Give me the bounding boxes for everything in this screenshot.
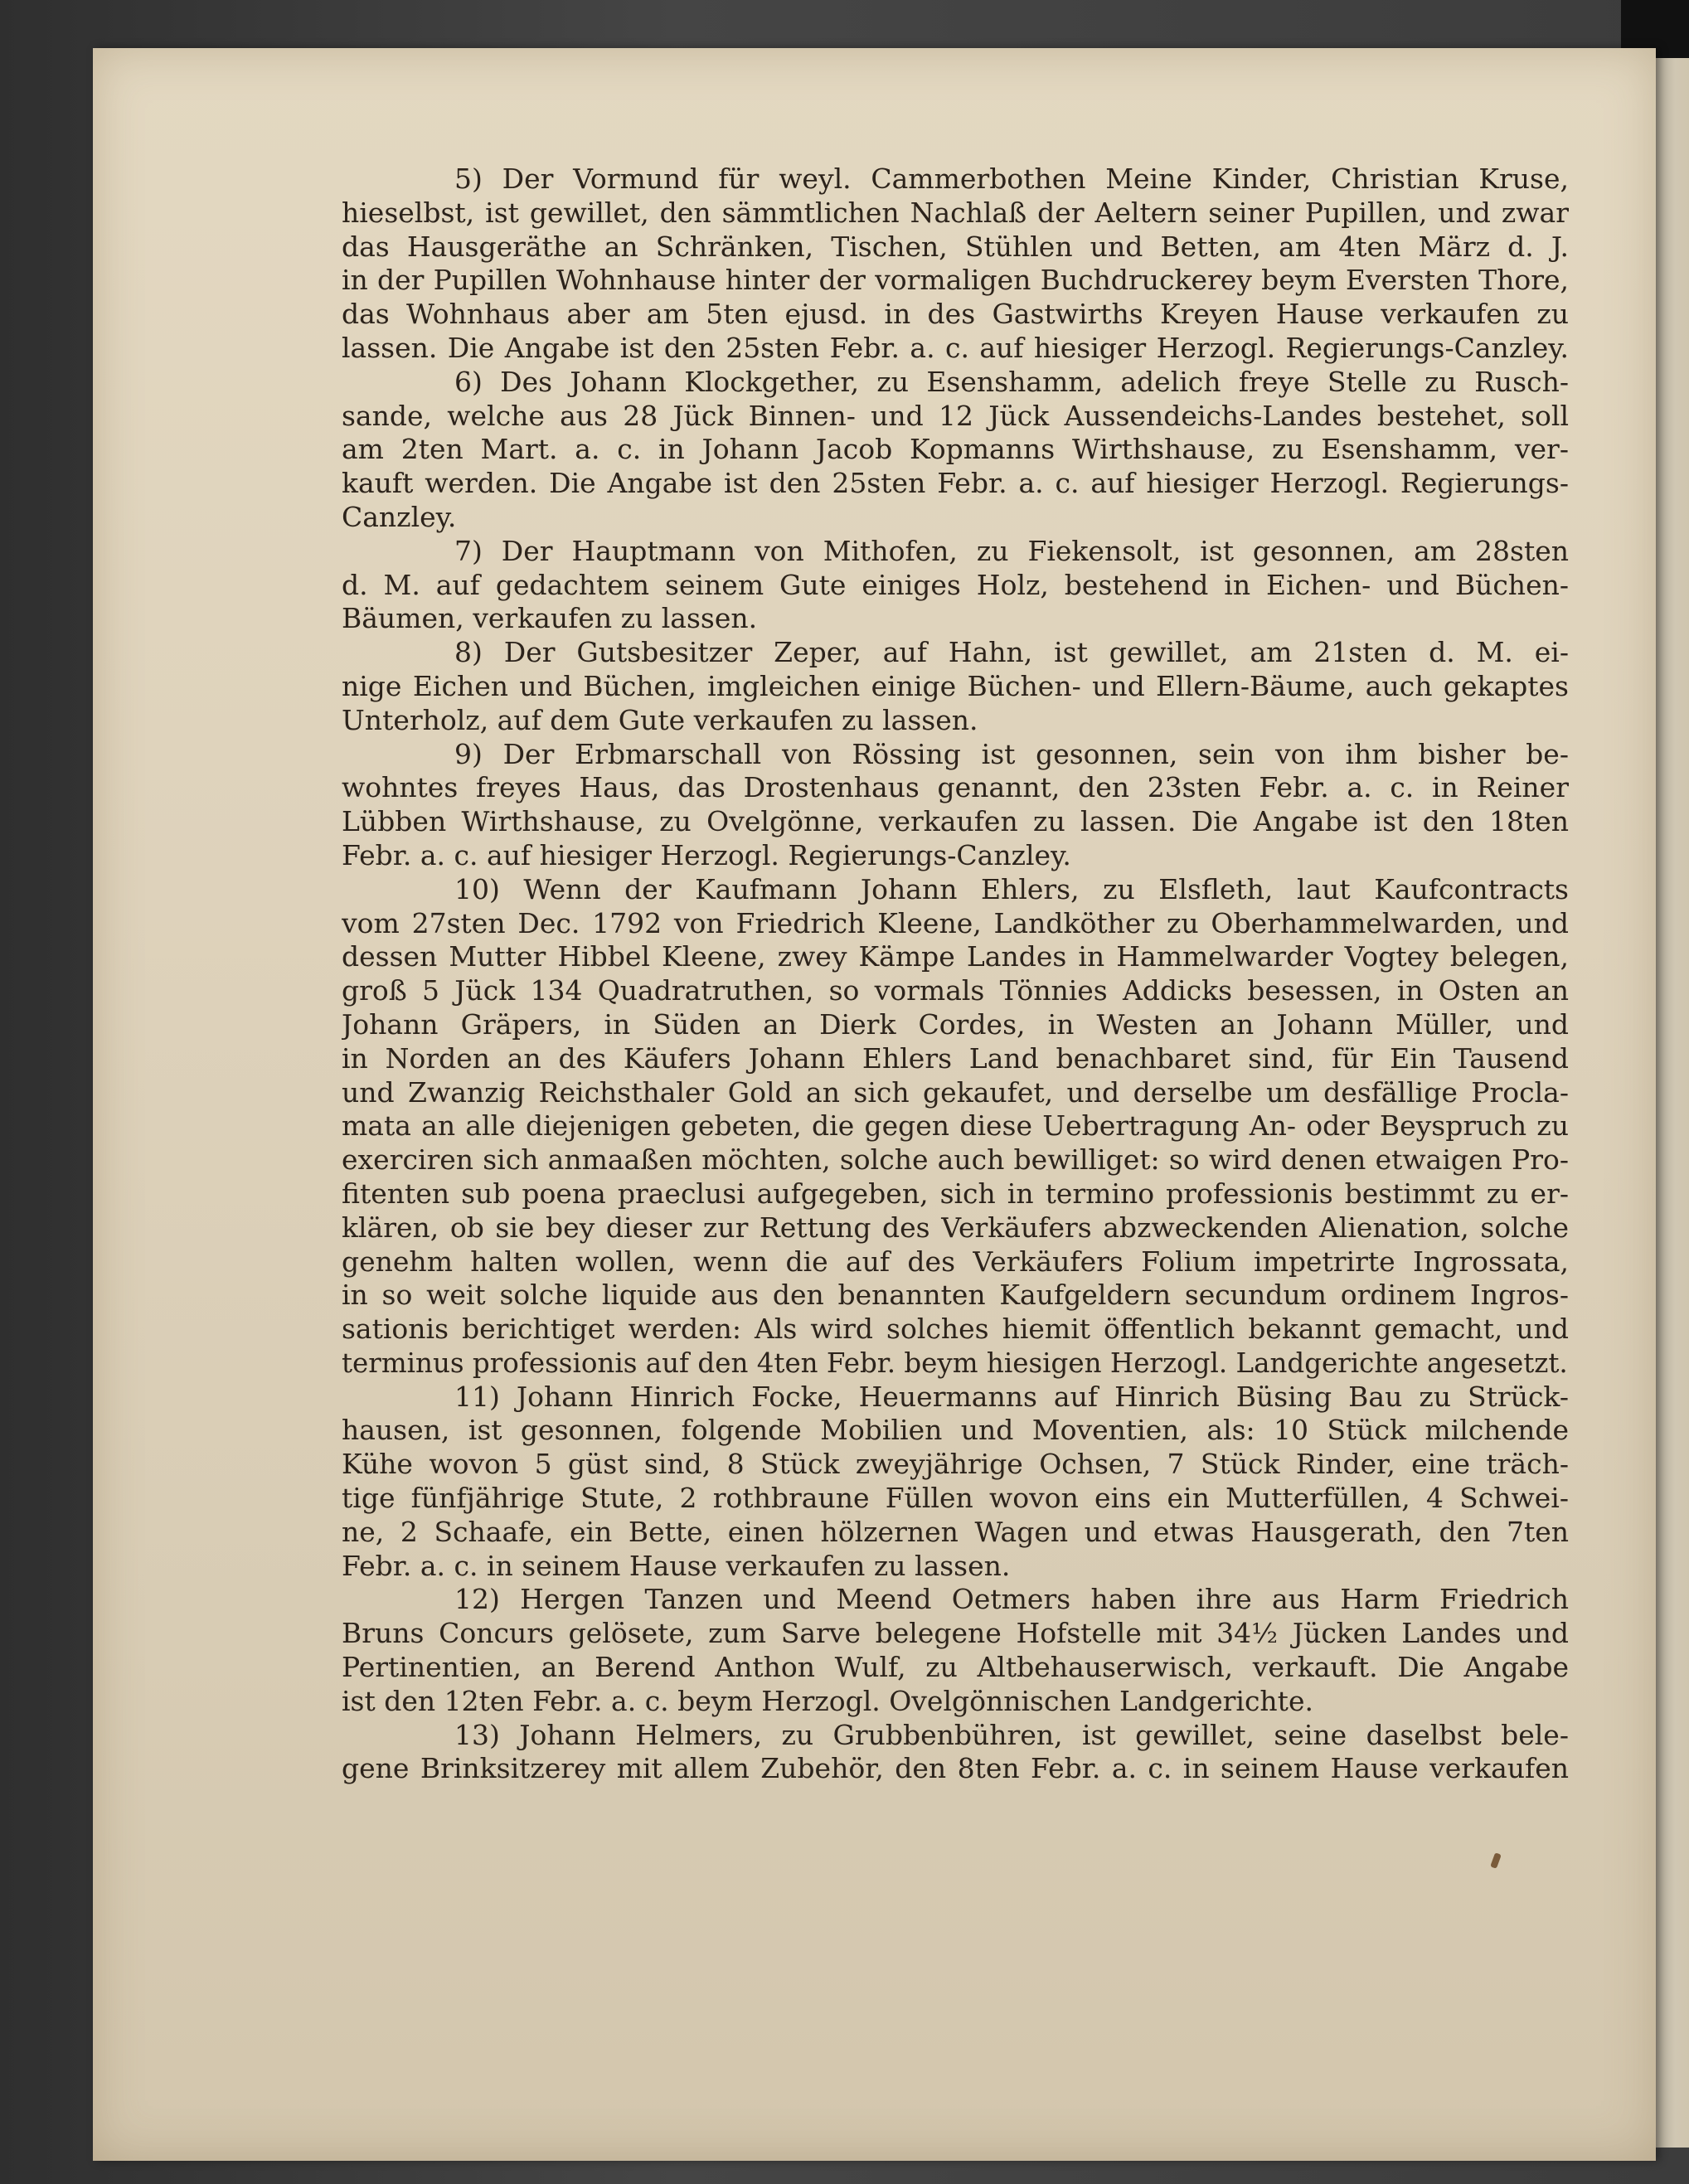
text-line: exerciren sich anmaaßen möchten, solche auch bewilliget: so wird denen etwaigen Pro- — [342, 1143, 1569, 1177]
text-line: lassen. Die Angabe ist den 25sten Febr. a. c. auf hiesiger Herzogl. Regierungs-Canzley. — [342, 331, 1569, 364]
text-line: 13) Johann Helmers, zu Grubbenbühren, ist gewillet, seine daselbst bele- — [454, 1718, 1569, 1751]
text-line: Febr. a. c. in seinem Hause verkaufen zu lassen. — [342, 1549, 1011, 1582]
text-line: 7) Der Hauptmann von Mithofen, zu Fiekensolt, ist gesonnen, am 28sten — [454, 534, 1569, 567]
text-line: Febr. a. c. auf hiesiger Herzogl. Regierungs-Canzley. — [342, 838, 1071, 871]
text-line: 8) Der Gutsbesitzer Zeper, auf Hahn, ist gewillet, am 21sten d. M. ei- — [454, 636, 1569, 669]
text-line: Lübben Wirthshause, zu Ovelgönne, verkaufen zu lassen. Die Angabe ist den 18ten — [342, 805, 1569, 838]
text-line: gene Brinksitzerey mit allem Zubehör, den 8ten Febr. a. c. in seinem Hause verkaufen — [342, 1752, 1569, 1785]
text-line: 9) Der Erbmarschall von Rössing ist gesonnen, sein von ihm bisher be- — [454, 737, 1569, 770]
text-line: vom 27sten Dec. 1792 von Friedrich Kleene, Landköther zu Oberhammelwarden, und — [342, 906, 1569, 939]
text-line: in der Pupillen Wohnhause hinter der vormaligen Buchdruckerey beym Eversten Thore, — [342, 264, 1569, 297]
text-line: Unterholz, auf dem Gute verkaufen zu lassen. — [342, 703, 978, 736]
page-text-block — [342, 163, 1569, 1786]
text-line: ne, 2 Schaafe, ein Bette, einen hölzernen Wagen und etwas Hausgerath, den 7ten — [342, 1515, 1569, 1548]
text-line: groß 5 Jück 134 Quadratruthen, so vormals Tönnies Addicks besessen, in Osten an — [342, 974, 1569, 1007]
text-line: sationis berichtiget werden: Als wird solches hiemit öffentlich bekannt gemacht, und — [342, 1313, 1569, 1346]
text-line: Pertinentien, an Berend Anthon Wulf, zu Altbehauserwisch, verkauft. Die Angabe — [342, 1651, 1569, 1684]
text-line: Bruns Concurs gelösete, zum Sarve belegene Hofstelle mit 34½ Jücken Landes und — [342, 1617, 1569, 1650]
text-line: in Norden an des Käufers Johann Ehlers Land benachbaret sind, für Ein Tausend — [342, 1041, 1569, 1075]
text-line: ist den 12ten Febr. a. c. beym Herzogl. Ovelgönnischen Landgerichte. — [342, 1684, 1313, 1717]
text-line: Canzley. — [342, 500, 457, 533]
text-line: klären, ob sie bey dieser zur Rettung des Verkäufers abzweckenden Alienation, solche — [342, 1211, 1569, 1244]
text-line: d. M. auf gedachtem seinem Gute einiges Holz, bestehend in Eichen- und Büchen- — [342, 568, 1569, 601]
text-line: Johann Gräpers, in Süden an Dierk Cordes, in Westen an Johann Müller, und — [342, 1007, 1569, 1041]
text-line: 10) Wenn der Kaufmann Johann Ehlers, zu Elsfleth, laut Kaufcontracts — [454, 872, 1569, 905]
text-line: 12) Hergen Tanzen und Meend Oetmers haben ihre aus Harm Friedrich — [454, 1583, 1569, 1616]
text-line: dessen Mutter Hibbel Kleene, zwey Kämpe Landes in Hammelwarder Vogtey belegen, — [342, 940, 1569, 973]
text-line: sande, welche aus 28 Jück Binnen- und 12 Jück Aussendeichs-Landes bestehet, soll — [342, 399, 1569, 432]
text-line: mata an alle diejenigen gebeten, die gegen diese Uebertragung An- oder Beyspruch zu — [342, 1109, 1569, 1143]
text-line: genehm halten wollen, wenn die auf des Verkäufers Folium impetrirte Ingrossata, — [342, 1245, 1569, 1278]
text-line: in so weit solche liquide aus den benannten Kaufgeldern secundum ordinem Ingros- — [342, 1279, 1569, 1312]
text-line: 11) Johann Hinrich Focke, Heuermanns auf Hinrich Büsing Bau zu Strück- — [454, 1380, 1569, 1413]
text-line: terminus professionis auf den 4ten Febr. beym hiesigen Herzogl. Landgerichte angesetzt. — [342, 1347, 1568, 1379]
text-line: am 2ten Mart. a. c. in Johann Jacob Kopmanns Wirthshause, zu Esenshamm, ver- — [342, 433, 1569, 466]
text-line: Kühe wovon 5 güst sind, 8 Stück zweyjährige Ochsen, 7 Stück Rinder, eine träch- — [342, 1448, 1569, 1481]
text-line: Bäumen, verkaufen zu lassen. — [342, 602, 758, 635]
text-line: 6) Des Johann Klockgether, zu Esenshamm, adelich freye Stelle zu Rusch- — [454, 365, 1569, 398]
text-line: hieselbst, ist gewillet, den sämmtlichen Nachlaß der Aeltern seiner Pupillen, und zwar — [342, 196, 1569, 229]
text-line: fitenten sub poena praeclusi aufgegeben, sich in termino professionis bestimmt zu er- — [342, 1177, 1569, 1210]
text-line: kauft werden. Die Angabe ist den 25sten Febr. a. c. auf hiesiger Herzogl. Regierungs- — [342, 467, 1569, 500]
text-line: wohntes freyes Haus, das Drostenhaus genannt, den 23sten Febr. a. c. in Reiner — [342, 771, 1569, 804]
text-line: und Zwanzig Reichsthaler Gold an sich gekaufet, und derselbe um desfällige Procla- — [342, 1075, 1569, 1109]
text-line: das Wohnhaus aber am 5ten ejusd. in des Gastwirths Kreyen Hause verkaufen zu — [342, 298, 1569, 331]
text-line: tige fünfjährige Stute, 2 rothbraune Füllen wovon eins ein Mutterfüllen, 4 Schwei- — [342, 1482, 1569, 1515]
text-line: 5) Der Vormund für weyl. Cammerbothen Meine Kinder, Christian Kruse, — [454, 163, 1569, 195]
text-line: das Hausgeräthe an Schränken, Tischen, Stühlen und Betten, am 4ten März d. J. — [342, 230, 1569, 263]
text-line: nige Eichen und Büchen, imgleichen einige Büchen- und Ellern-Bäume, auch gekaptes — [342, 669, 1569, 702]
text-line: hausen, ist gesonnen, folgende Mobilien und Moventien, als: 10 Stück milchende — [342, 1414, 1569, 1447]
adjacent-page-edge — [1650, 58, 1689, 2148]
